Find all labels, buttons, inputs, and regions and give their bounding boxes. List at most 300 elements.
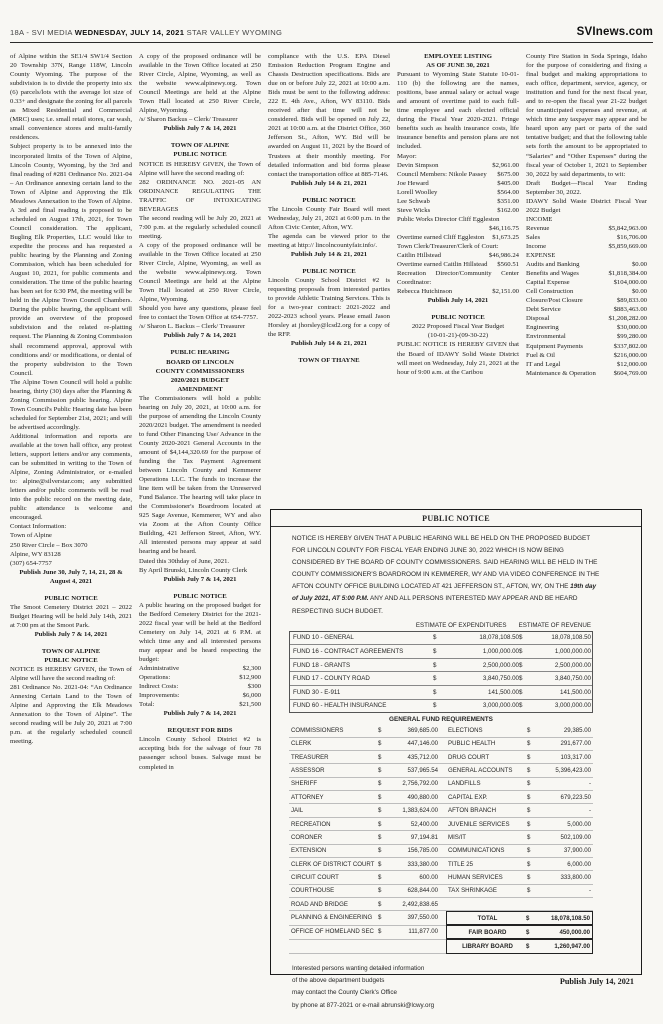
- amount-label: Cell Construction: [526, 288, 574, 296]
- currency-symbol: $: [378, 847, 382, 855]
- publish-line: Publish July 14 & 21, 2021: [290, 340, 368, 348]
- general-fund-cell: [446, 804, 593, 816]
- general-fund-cell: [289, 818, 440, 830]
- general-fund-row: [289, 845, 593, 858]
- box-paragraph: [292, 533, 603, 618]
- publish-line: Publish July 7 & 14, 2021: [163, 125, 237, 133]
- department-amount: -: [588, 780, 591, 788]
- amount-line: [526, 332, 647, 341]
- amount-line: [526, 233, 647, 242]
- currency-symbol: $: [433, 661, 437, 669]
- amount-label: Equipment Payments: [526, 342, 584, 350]
- department-amount: 450,000.00: [559, 928, 590, 936]
- amount-line: [397, 251, 519, 260]
- publish-line: Publish July 7 & 14, 2021: [163, 710, 237, 718]
- amount-line: [526, 269, 647, 278]
- general-fund-cell: [289, 858, 440, 870]
- notice-paragraph: A copy of the proposed ordinance will be available in the Town Office located at 250 River Circle, Alpine, Wyoming, as well as the website www.alpinewy.org. Town Council Meetings are held at the Alpine Town Hall located at 250 River Circle, Alpine, Wyoming.: [139, 241, 261, 304]
- general-fund-cell: [289, 911, 440, 924]
- estimate-expenditures-header: ESTIMATE OF EXPENDITURES: [415, 621, 507, 629]
- department-label: SHERIFF: [291, 780, 318, 788]
- amount-value: $5,842,963.00: [608, 224, 647, 232]
- general-fund-row: [289, 764, 593, 777]
- amount-value: $405.00: [497, 179, 519, 187]
- region-label: STAR VALLEY WYOMING: [184, 28, 283, 37]
- amount-label: Overtime earned Cliff Eggleston: [397, 233, 485, 241]
- amount-label: Lee Schwab: [397, 197, 430, 205]
- amount-value: $0.00: [631, 288, 647, 296]
- news-column-5: [526, 52, 647, 378]
- notice-paragraph: PUBLIC NOTICE IS HEREBY GIVEN that the Board of IDAWY Solid Waste District will meet on Wednesday, July 21, 2021 at the hour of 9:00 a.m. at the Caribou: [397, 341, 519, 376]
- department-label: CIRCUIT COURT: [291, 874, 339, 882]
- amount-value: $2,300: [242, 665, 261, 673]
- amount-value: $337,802.00: [613, 342, 647, 350]
- general-fund-row: [289, 871, 593, 884]
- notice-paragraph: Alpine, WY 83128: [10, 550, 61, 558]
- news-column-3: [268, 52, 390, 366]
- amount-value: $560.51: [497, 261, 519, 269]
- general-fund-cell: [289, 871, 440, 883]
- department-label: CLERK OF DISTRICT COURT: [291, 860, 375, 868]
- general-fund-row: [289, 738, 593, 751]
- general-fund-cell: [446, 845, 593, 857]
- currency-symbol: $: [378, 726, 382, 734]
- general-fund-row: [289, 818, 593, 831]
- currency-symbol: $: [378, 860, 382, 868]
- fund-row: [290, 632, 592, 645]
- currency-symbol: $: [378, 793, 382, 801]
- general-fund-row: [289, 898, 593, 911]
- department-amount: 29,385.00: [563, 726, 591, 734]
- general-fund-cell: [446, 778, 593, 790]
- fund-name: FUND 18 - GRANTS: [293, 661, 351, 669]
- notice-paragraph: Contact Information:: [10, 523, 67, 531]
- notice-paragraph: Dated this 30thday of June, 2021.: [139, 557, 230, 565]
- box-footer-line: may contact the County Clerk's Office: [292, 989, 398, 997]
- department-amount: -: [588, 807, 591, 815]
- currency-symbol: $: [433, 675, 437, 683]
- news-column-4: [397, 52, 519, 377]
- amount-line: [526, 224, 647, 233]
- notice-heading: COUNTY COMMISSIONERS: [155, 367, 245, 375]
- currency-symbol: $: [433, 702, 437, 710]
- notice-paragraph: By April Brunski, Lincoln County Clerk: [139, 566, 248, 574]
- amount-value: $564.00: [497, 188, 519, 196]
- amount-label: Indirect Costs:: [139, 683, 179, 691]
- notice-heading: PUBLIC NOTICE: [302, 268, 356, 276]
- general-fund-cell: [446, 831, 593, 843]
- amount-label: Revenue: [526, 224, 550, 232]
- fund-row: [290, 671, 592, 685]
- general-fund-cell: [446, 764, 593, 776]
- notice-heading: PUBLIC NOTICE: [302, 196, 356, 204]
- general-fund-cell: [289, 926, 440, 939]
- publish-line: Publish July 14, 2021: [427, 297, 489, 305]
- general-fund-cell: [289, 898, 440, 910]
- general-fund-cell: [289, 804, 440, 816]
- fund-name: FUND 30 - E-911: [293, 688, 341, 696]
- amount-value: $162.00: [497, 206, 519, 214]
- department-label: CAPITAL EXP.: [448, 793, 488, 801]
- currency-symbol: $: [378, 887, 382, 895]
- currency-symbol: $: [378, 753, 382, 761]
- department-amount: 1,383,624.00: [402, 807, 438, 815]
- amount-line: [526, 369, 647, 378]
- department-label: TAX SHRINKAGE: [448, 887, 497, 895]
- general-fund-row: [289, 778, 593, 791]
- department-amount: 2,492,838.65: [402, 900, 438, 908]
- currency-symbol: $: [433, 634, 437, 642]
- department-label: DRUG COURT: [448, 753, 490, 761]
- notice-heading: AMENDMENT: [177, 385, 223, 393]
- department-label: LIBRARY BOARD: [462, 942, 513, 950]
- notice-paragraph: 281 Ordinance No. 2021-04: “An Ordinance Annexing Certain Land to the Town of Alpine and Approving the Elk Meadows Annexation to the Town of Alpine”. The second reading will be July 20, 2021 at 7:00 p.m. at the regularly scheduled council meeting.: [10, 684, 132, 746]
- department-amount: 679,223.50: [560, 793, 591, 801]
- amount-line: [526, 360, 647, 369]
- currency-symbol: $: [527, 887, 531, 895]
- amount-line: [397, 206, 519, 215]
- general-fund-cell: [289, 724, 440, 736]
- department-label: MIS/IT: [448, 833, 466, 841]
- amount-label: Fuel & Oil: [526, 351, 555, 359]
- publish-line: Publish July 7 & 14, 2021: [163, 332, 237, 340]
- amount-line: [397, 188, 519, 197]
- currency-symbol: $: [378, 807, 382, 815]
- amount-line: [526, 351, 647, 360]
- notice-paragraph: Recreation Director/Community Center Coordinator:: [397, 270, 519, 287]
- department-amount: 18,078,108.50: [551, 914, 590, 922]
- notice-heading: EMPLOYEE LISTING: [424, 53, 492, 60]
- amount-value: $1,818,384.00: [608, 270, 647, 278]
- general-fund-cell: [446, 871, 593, 883]
- amount-label: Total:: [139, 701, 155, 709]
- currency-symbol: $: [526, 928, 530, 936]
- fund-row: [290, 699, 592, 713]
- currency-symbol: $: [527, 753, 531, 761]
- amount-line: [397, 197, 519, 206]
- box-footer: [292, 963, 641, 1012]
- amount-line: [397, 287, 519, 296]
- notice-heading: PUBLIC NOTICE: [44, 594, 98, 602]
- amount-line: [139, 691, 261, 700]
- currency-symbol: $: [527, 767, 531, 775]
- general-fund-cell: [446, 858, 593, 870]
- amount-label: IT and Legal: [526, 360, 561, 368]
- department-label: RECREATION: [291, 820, 331, 828]
- department-amount: 447,146.00: [407, 740, 438, 748]
- department-amount: 435,712.00: [407, 753, 438, 761]
- currency-symbol: $: [527, 780, 531, 788]
- department-amount: -: [588, 887, 591, 895]
- fund-row: [290, 658, 592, 672]
- amount-value: $12,900: [239, 674, 261, 682]
- amount-label: Administrative: [139, 665, 180, 673]
- amount-line: [397, 161, 519, 170]
- amount-line: [397, 260, 519, 269]
- masthead-rule: [10, 42, 653, 43]
- amount-value: $883,463.00: [613, 306, 647, 314]
- notice-paragraph: A public hearing on the proposed budget for the Bedford Cemetery District for the 2021-2022 fiscal year will be held at the Bedford Cemetery on July 14, 2021 at 6 P.M. at which time any and all interested persons may appear and be heard respecting the budget:: [139, 601, 261, 663]
- currency-symbol: $: [378, 780, 382, 788]
- notice-heading: AS OF JUNE 30, 2021: [426, 62, 490, 70]
- department-amount: 490,880.00: [407, 793, 438, 801]
- notice-paragraph: Mayor:: [397, 152, 417, 160]
- currency-symbol: $: [519, 634, 523, 642]
- currency-symbol: $: [527, 807, 531, 815]
- fund-revenue: 18,078,108.50: [551, 634, 591, 642]
- fund-revenue: 2,500,000.00: [554, 661, 591, 669]
- notice-paragraph: IDAWY Solid Waste District Fiscal Year 2022 Budget: [526, 197, 647, 214]
- department-amount: 6,000.00: [567, 860, 591, 868]
- general-fund-cell: [446, 885, 593, 897]
- notice-heading: TOWN OF ALPINE: [41, 648, 101, 655]
- currency-symbol: $: [527, 847, 531, 855]
- currency-symbol: $: [527, 793, 531, 801]
- currency-symbol: $: [527, 874, 531, 882]
- amount-value: $30,000.00: [616, 324, 647, 332]
- masthead-left: [10, 28, 282, 37]
- currency-symbol: $: [527, 820, 531, 828]
- department-label: ASSESSOR: [291, 767, 325, 775]
- general-fund-cell: [289, 885, 440, 897]
- fund-expenditure: 3,840,750.00: [482, 675, 519, 683]
- amount-value: $675.00: [497, 170, 519, 178]
- general-fund-row: [289, 804, 593, 817]
- department-amount: 52,400.00: [410, 820, 438, 828]
- general-fund-cell: [289, 738, 440, 750]
- amount-line: [526, 342, 647, 351]
- general-fund-cell: [446, 724, 593, 736]
- notice-paragraph: Additional information and reports are available at the town hall office, any protest letters, support letters and/or any comments, can be submitted in writing to the Town of Alpine, Zoning Administrator, or e-mailed to: alpine@silverstar.com; any submitted letters and/or public comments will be read into the public record on the meeting date, public attendance is welcome and encouraged.: [10, 432, 132, 522]
- currency-symbol: $: [527, 860, 531, 868]
- general-fund-cell: [289, 764, 440, 776]
- department-label: LANDFILLS: [448, 780, 481, 788]
- amount-line: [139, 664, 261, 673]
- amount-label: Audits and Banking: [526, 261, 580, 269]
- fund-name: FUND 10 - GENERAL: [293, 634, 354, 642]
- box-publish-line: Publish July 14, 2021: [559, 977, 634, 986]
- notice-heading: 2020/2021 BUDGET: [170, 376, 230, 384]
- notice-heading: PUBLIC NOTICE: [173, 151, 227, 159]
- general-fund-row: [289, 940, 593, 954]
- amount-label: Sales: [526, 233, 541, 241]
- currency-symbol: $: [527, 726, 531, 734]
- notice-paragraph: NOTICE IS HEREBY GIVEN, the Town of Alpine will have the second reading of:: [10, 666, 132, 683]
- department-amount: 291,677.00: [560, 740, 591, 748]
- currency-symbol: $: [378, 900, 382, 908]
- box-footer-line: Interested persons wanting detailed information: [292, 965, 425, 973]
- website-label: SVInews.com: [576, 26, 653, 38]
- notice-paragraph: The Commissioners will hold a public hearing on July 20, 2021, at 10:00 a.m. for the purpose of amending the Lincoln County 2020/2021 budget. The amendment is needed to fund Other Financing Use/ Advance in the County 2020-2021 General Accounts in the amount of $4,144,320.69 for the purpose of funding the Tax Payment Agreement between Lincoln County and Kemmerer Operations LLC. The funds to increase the line item will be taken from the Unreserved Fund Balance. The hearing will take place in the Commissioner's Boardroom located at 925 Sage Avenue, Kemmerer, WY and also via Zoom at the Afton County Office Building, 421 Jefferson Street, Afton, WY. All interested persons may appear at said hearing and be heard.: [139, 394, 261, 556]
- masthead: [10, 26, 653, 38]
- amount-line: [526, 296, 647, 305]
- notice-heading: PUBLIC NOTICE: [173, 592, 227, 600]
- general-fund-title: GENERAL FUND REQUIREMENTS: [389, 716, 493, 724]
- notice-paragraph: The agenda can be viewed prior to the meeting at http:// lincolncountyfair.info/.: [268, 232, 390, 249]
- department-label: ELECTIONS: [448, 726, 483, 734]
- amount-label: Environmental: [526, 333, 566, 341]
- department-amount: 397,550.00: [407, 914, 438, 922]
- notice-paragraph: /s/ Sharon Backus – Clerk/ Treasurer: [139, 116, 238, 124]
- department-amount: 502,109.00: [560, 833, 591, 841]
- amount-value: $6,000: [242, 692, 261, 700]
- general-fund-row: [289, 858, 593, 871]
- notice-paragraph: The Lincoln County Fair Board will meet Wednesday, July 21, 2021 at 6:00 p.m. in the Afton Civic Center, Afton, WY.: [268, 205, 390, 231]
- department-amount: 103,317.00: [560, 753, 591, 761]
- hearing-date-emphasis: 19th day of July 2021, AT 5:00 P.M.: [292, 583, 597, 603]
- general-fund-cell: [446, 791, 593, 803]
- department-amount: 369,685.00: [407, 726, 438, 734]
- fund-expenditure: 141,500.00: [488, 688, 519, 696]
- amount-value: $1,673.25: [492, 233, 519, 241]
- amount-value: $104,000.00: [613, 279, 647, 287]
- publish-line: Publish June 30, July 7, 14, 21, 28 & August 4, 2021: [19, 568, 123, 585]
- publish-line: Publish July 7 & 14, 2021: [34, 630, 108, 638]
- publish-line: Publish July 14 & 21, 2021: [290, 250, 368, 258]
- notice-paragraph: The second reading will be July 20, 2021 at 7:00 p.m. at the regularly scheduled council meeting.: [139, 214, 261, 240]
- general-fund-table: [289, 724, 593, 954]
- department-amount: 5,396,423.00: [555, 767, 591, 775]
- general-fund-row: [289, 751, 593, 764]
- currency-symbol: $: [526, 914, 530, 922]
- department-label: PUBLIC HEALTH: [448, 740, 496, 748]
- currency-symbol: $: [527, 833, 531, 841]
- department-label: OFFICE OF HOMELAND SEC: [291, 928, 374, 936]
- notice-paragraph: Town Clerk/Treasurer/Clerk of Court:: [397, 242, 499, 250]
- amount-line: [397, 179, 519, 188]
- notice-heading: PUBLIC NOTICE: [44, 657, 98, 665]
- department-amount: 111,877.00: [408, 928, 438, 936]
- department-amount: 537,965.54: [407, 767, 438, 775]
- general-fund-cell: [446, 818, 593, 830]
- fund-expenditure: 1,000,000.00: [482, 648, 519, 656]
- department-amount: 5,000.00: [567, 820, 591, 828]
- fund-row: [290, 685, 592, 699]
- department-label: AFTON BRANCH: [448, 807, 496, 815]
- amount-label: Closure/Post Closure: [526, 297, 583, 305]
- amount-label: Steve Wicks: [397, 206, 431, 214]
- general-fund-row: [289, 791, 593, 804]
- notice-paragraph: compliance with the U.S. EPA Diesel Emission Reduction Program Engine and Chassis Destruction specifications. Bids are due on or before July 22, 2021 at 10:00 a.m. Bids must be sent to the following address: 222 E. 4th Ave., Afton, WY 83110. Bids received after that time will not be considered. Bids will be opened on July 22, 2021 at 10:00 a.m. at the District Office, 360 Jefferson St., Afton, WY. Bid will be awarded on August 11, 2021 by the Board of Trustees at their monthly meeting. For detailed information and bid forms please contact the transportation office at 885-7146.: [268, 53, 390, 178]
- general-fund-row: [289, 831, 593, 844]
- news-column-1: [10, 52, 132, 747]
- amount-label: Disposal: [526, 315, 550, 323]
- fund-expenditure: 2,500,000.00: [482, 661, 519, 669]
- general-fund-cell: [446, 751, 593, 763]
- fund-revenue: 141,500.00: [560, 688, 591, 696]
- department-label: CLERK: [291, 740, 312, 748]
- amount-label: Caitlin Hillstead: [397, 252, 442, 260]
- general-fund-row: [289, 911, 593, 925]
- amount-value: $46,116.75: [489, 224, 519, 232]
- amount-label: Rebecca Hutchinson: [397, 288, 453, 296]
- fund-name: FUND 17 - COUNTY ROAD: [293, 675, 370, 683]
- general-fund-cell: [446, 925, 593, 939]
- amount-label: Capital Expense: [526, 279, 570, 287]
- amount-label: Maintenance & Operation: [526, 369, 596, 377]
- amount-value: $351.00: [497, 197, 519, 205]
- amount-value: $12,000.00: [616, 360, 647, 368]
- currency-symbol: $: [519, 675, 523, 683]
- currency-symbol: $: [527, 740, 531, 748]
- notice-heading: BOARD OF LINCOLN: [166, 358, 234, 366]
- currency-symbol: $: [519, 661, 523, 669]
- department-label: [291, 943, 378, 951]
- currency-symbol: $: [378, 767, 382, 775]
- department-amount: [386, 943, 438, 951]
- amount-value: $300: [247, 683, 261, 691]
- amount-value: $216,000.00: [613, 351, 647, 359]
- department-label: COMMUNICATIONS: [448, 847, 505, 855]
- box-paragraph-text: NOTICE IS HEREBY GIVEN THAT A PUBLIC HEARING WILL BE HELD ON THE PROPOSED BUDGET FOR LINCOLN COUNTY FOR FISCAL YEAR ENDING JUNE 30, 2022 WHICH IS NOW BEING CONSIDERED BY THE BOARD OF COUNTY COMMISSIONERS. SAID HEARING WILL BE HELD IN THE COUNTY COMMISSIONER'S BOARDROOM IN KEMMERER, WY AND VIA VIDEO CONFERENCE IN THE AFTON COUNTY OFFICE BUILDING LOCATED AT 421 JEFFERSON ST., AFTON, WY, ON THE: [292, 535, 600, 591]
- notice-paragraph: A copy of the proposed ordinance will be available in the Town Office located at 250 River Circle, Alpine, Wyoming, as well as the website www.alpinewy.org. Town Council Meetings are held at the Alpine Town Hall located at 250 River Circle, Alpine, Wyoming.: [139, 53, 261, 115]
- fund-name: FUND 16 - CONTRACT AGREEMENTS: [293, 648, 404, 656]
- notice-paragraph: Lincoln County School District #2 is accepting bids for the salvage of four 78 passenger school buses. Salvage must be completed in: [139, 736, 261, 771]
- amount-value: $89,833.00: [616, 297, 647, 305]
- department-label: ROAD AND BRIDGE: [291, 900, 348, 908]
- box-paragraph-text-end: ANY AND ALL PERSONS INTERESTED MAY APPEAR AND BE HEARD RESPECTING SUCH BUDGET.: [292, 595, 578, 615]
- box-footer-line: by phone at 877-2021 or e-mail abrunski@lcwy.org: [292, 1001, 435, 1009]
- department-amount: 333,800.00: [560, 874, 591, 882]
- amount-line: [526, 287, 647, 296]
- box-title: PUBLIC NOTICE: [271, 510, 641, 527]
- notice-heading: REQUEST FOR BIDS: [167, 727, 233, 735]
- amount-value: $16,706.00: [616, 233, 647, 241]
- notice-heading: TOWN OF THAYNE: [298, 357, 360, 365]
- department-label: COMMISSIONERS: [291, 726, 344, 734]
- notice-paragraph: Draft Budget—Fiscal Year Ending September 30, 2022.: [526, 179, 647, 196]
- fund-revenue: 3,000,000.00: [554, 702, 591, 710]
- news-column-2: [139, 52, 261, 772]
- department-label: GENERAL ACCOUNTS: [448, 767, 513, 775]
- currency-symbol: $: [526, 942, 530, 950]
- currency-symbol: $: [519, 702, 523, 710]
- fund-expenditure: 3,000,000.00: [482, 702, 519, 710]
- page-edition: 18A - SVI MEDIA: [10, 28, 75, 37]
- estimate-headers: [289, 622, 591, 629]
- amount-line: [526, 305, 647, 314]
- amount-value: $2,961.00: [492, 161, 519, 169]
- amount-label: Engineering: [526, 324, 559, 332]
- general-fund-row: [289, 885, 593, 898]
- general-fund-cell: [289, 751, 440, 763]
- notice-paragraph: of Alpine within the SE1/4 SW1/4 Section 20 Township 37N, Range 118W, Lincoln County Wyoming. The purpose of the subdivision is to divide the property into six (6) parcels/lots with the average lot size of 0.33+ and designate the zoning for all parcels as Mixed Residential and Commercial (MRC) uses; i.e. small retail stores, car wash, small convenience stores and multi-family residences.: [10, 53, 132, 142]
- fund-expenditure: 18,078,108.50: [479, 634, 519, 642]
- amount-value: $99,280.00: [616, 333, 647, 341]
- amount-label: Improvements:: [139, 692, 180, 700]
- department-label: CORONER: [291, 833, 323, 841]
- amount-line: [526, 242, 647, 251]
- currency-symbol: [378, 943, 386, 951]
- amount-label: Benefits and Wages: [526, 270, 579, 278]
- amount-line: [526, 323, 647, 332]
- department-label: FAIR BOARD: [468, 928, 507, 936]
- funds-table: [289, 631, 593, 714]
- department-amount: 37,900.00: [563, 847, 591, 855]
- amount-line: [526, 278, 647, 287]
- general-fund-cell: [289, 845, 440, 857]
- general-fund-cell: [446, 911, 593, 925]
- notice-heading: PUBLIC HEARING: [170, 349, 230, 357]
- currency-symbol: $: [378, 874, 382, 882]
- notice-paragraph: 250 River Circle – Box 3070: [10, 541, 88, 549]
- amount-label: Debt Service: [526, 306, 561, 314]
- centered-line: (10-01-21)-(09-30-22): [427, 332, 489, 340]
- currency-symbol: $: [378, 928, 382, 936]
- department-label: TITLE 25: [448, 860, 474, 868]
- amount-value: $604,769.00: [613, 369, 647, 377]
- amount-label: Public Works Director Cliff Eggleston: [397, 215, 500, 223]
